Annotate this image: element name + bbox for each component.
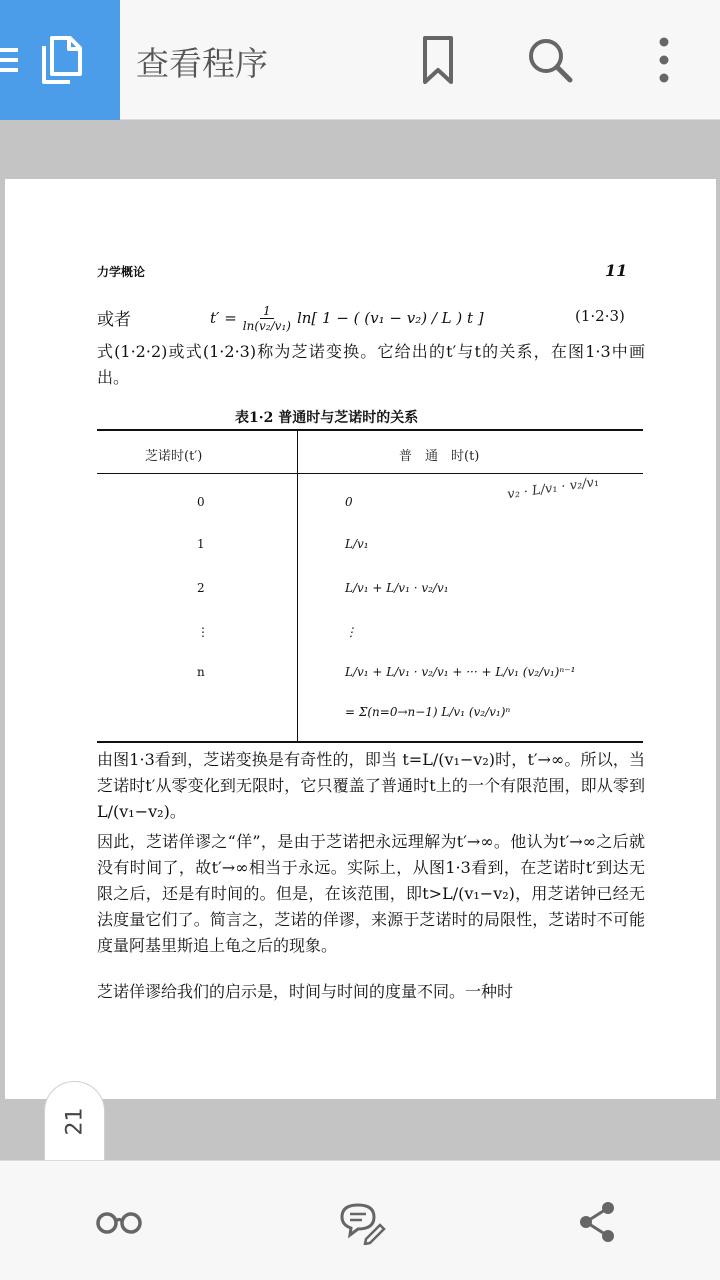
paragraph-2: 由图1·3看到，芝诺变换是有奇性的，即当 t=L/(v₁−v₂)时，t′→∞。所以，当芝诺时t′从零变化到无限时，它只覆盖了普通时t上的一个有限范围，即从零到 L/(v₁−v₂)。: [97, 750, 645, 821]
more-options-button[interactable]: [634, 30, 694, 90]
table-row-5-right: = Σ(n=0→n−1) L/v₁ (v₂/v₁)ⁿ: [345, 705, 511, 719]
table-header-zeno-time: 芝诺时(t′): [145, 449, 203, 464]
table-row-4-left: n: [197, 665, 205, 679]
formula-denominator: ln(v₂/v₁): [242, 318, 291, 333]
menu-button[interactable]: [0, 0, 120, 120]
table-row-2-right: L/v₁ + L/v₁ · v₂/v₁: [345, 581, 449, 595]
current-page-number: 21: [62, 1107, 87, 1136]
document-page[interactable]: [5, 179, 716, 1099]
table-header-ordinary-time: 普 通 时(t): [399, 449, 480, 464]
share-button[interactable]: [574, 1199, 624, 1245]
bookmark-button[interactable]: [408, 30, 468, 90]
formula-rest: ln[ 1 − ( (v₁ − v₂) / L ) t ]: [296, 309, 484, 327]
running-head: 力学概论: [97, 265, 146, 279]
paragraph-1: 式(1·2·2)或式(1·2·3)称为芝诺变换。它给出的t′与t的关系，在图1·3中画出。: [97, 342, 645, 387]
table-row-1-right: L/v₁: [345, 537, 369, 551]
table-time-relation: [97, 429, 643, 745]
table-header-rule: [97, 473, 643, 474]
paragraph-4: 芝诺佯谬给我们的启示是，时间与时间的度量不同。一种时: [97, 982, 514, 1001]
top-app-bar: [0, 0, 720, 120]
table-bottom-rule: [97, 741, 643, 743]
table-row-1-left: 1: [197, 537, 205, 551]
share-icon: [574, 1230, 624, 1249]
formula-fraction: [243, 304, 291, 333]
document-copy-icon: [38, 34, 84, 86]
table-row-2-left: 2: [197, 581, 205, 595]
page-number-badge[interactable]: [44, 1081, 105, 1161]
glasses-icon: [94, 1230, 144, 1249]
formula-numerator: 1: [260, 304, 274, 319]
table-caption: 表1·2 普通时与芝诺时的关系: [235, 410, 419, 426]
table-row-4-right: L/v₁ + L/v₁ · v₂/v₁ + ··· + L/v₁ (v₂/v₁)ⁿ⁻¹: [345, 665, 576, 679]
formula-lhs: t′ =: [210, 309, 237, 327]
or-label: 或者: [97, 310, 131, 330]
printed-page-number: 11: [605, 261, 628, 280]
table-row-0-left: 0: [197, 495, 205, 509]
document-viewer[interactable]: [0, 120, 720, 1160]
table-column-divider: [297, 431, 298, 743]
table-top-rule: [97, 429, 643, 431]
more-vertical-icon: [634, 75, 694, 94]
bookmark-icon: [408, 75, 468, 94]
equation-number: (1·2·3): [575, 307, 625, 325]
formula-1-2-3: [210, 295, 484, 341]
search-button[interactable]: [520, 30, 580, 90]
paragraph-3: 因此，芝诺佯谬之“佯”，是由于芝诺把永远理解为t′→∞。他认为t′→∞之后就没有时间了，故t′→∞相当于永远。实际上，从图1·3看到，在芝诺时t′到达无限之后，还是有时间的。但是，在该范围，即t>L/(v₁−v₂)，用芝诺钟已经无法度量它们了。简言之，芝诺的佯谬，来源于芝诺时的局限性，芝诺时不可能度量阿基里斯追上龟之后的现象。: [97, 832, 645, 955]
table-row-0-right: 0: [345, 495, 353, 509]
handwritten-annotation: v₂ · L/v₁ · v₂/v₁: [506, 474, 601, 503]
comment-button[interactable]: [336, 1199, 386, 1245]
page-title: 查看程序: [136, 44, 268, 83]
table-row-3-left: ⋮: [197, 625, 209, 639]
menu-icon: [0, 44, 22, 76]
table-row-3-right: ⋮: [345, 625, 357, 639]
comment-edit-icon: [336, 1230, 386, 1249]
bottom-toolbar: [0, 1160, 720, 1280]
search-icon: [520, 75, 580, 94]
reading-mode-button[interactable]: [94, 1199, 144, 1245]
